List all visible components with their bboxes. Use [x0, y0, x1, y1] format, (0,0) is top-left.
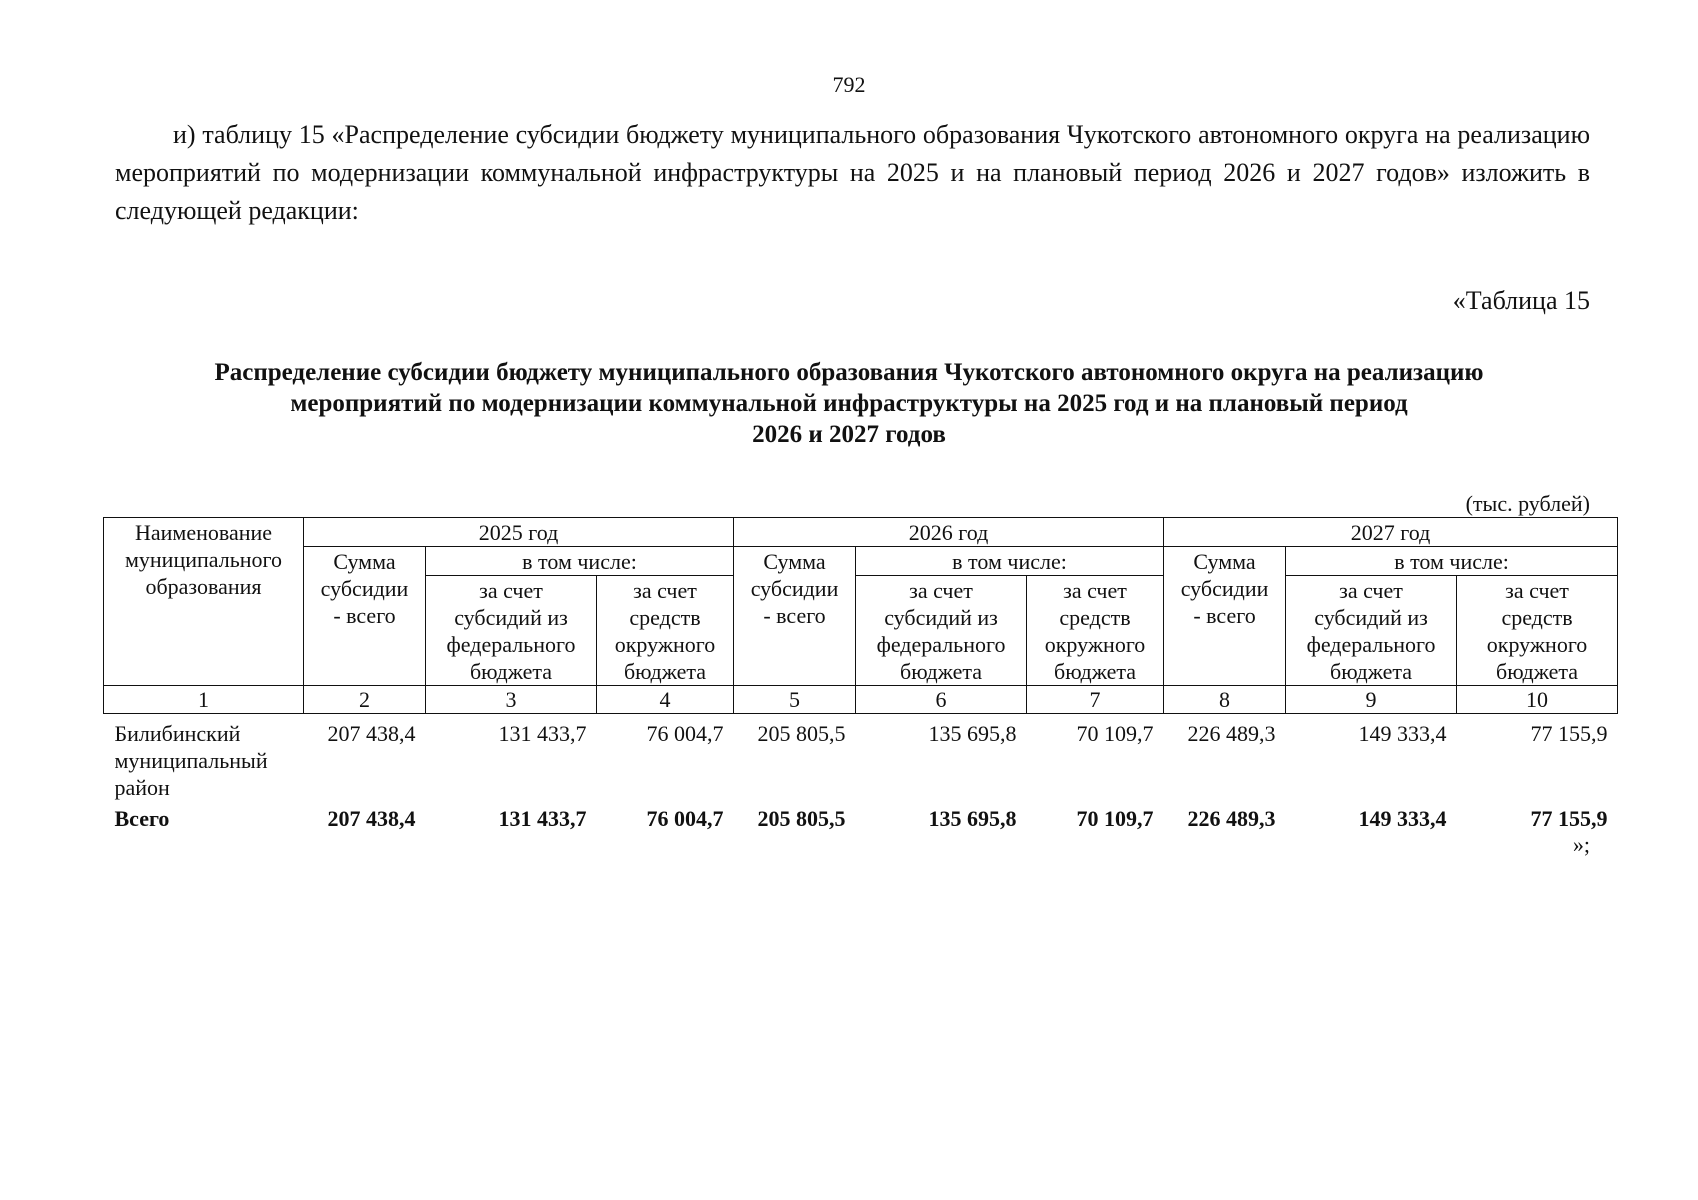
column-number: 8: [1164, 686, 1286, 714]
total-cell: 135 695,8: [928, 806, 1017, 831]
header-including: в том числе:: [1286, 547, 1618, 576]
column-number: 5: [734, 686, 856, 714]
table-row: [104, 714, 1618, 802]
header-including: в том числе:: [856, 547, 1164, 576]
column-number: 1: [104, 686, 304, 714]
header-sum-total: Сумма субсидии - всего: [1164, 547, 1286, 686]
units-label: (тыс. рублей): [1465, 491, 1590, 516]
table-cell: 205 805,5: [757, 721, 846, 746]
header-regional: за счет средств окружного бюджета: [1457, 576, 1618, 686]
table-cell: 226 489,3: [1187, 721, 1276, 746]
table-title-line: Распределение субсидии бюджету муниципального образования Чукотского автономного округа на реализацию: [214, 359, 1484, 386]
table-cell: 131 433,7: [498, 721, 587, 746]
header-year-2026: 2026 год: [734, 518, 1164, 547]
table-label: «Таблица 15: [1452, 286, 1590, 315]
closing-quote: »;: [1572, 832, 1590, 857]
total-cell: 207 438,4: [327, 806, 416, 831]
table-cell: 76 004,7: [646, 721, 724, 746]
total-cell: 205 805,5: [757, 806, 846, 831]
table-cell: 135 695,8: [928, 721, 1017, 746]
table-cell: 207 438,4: [327, 721, 416, 746]
column-number: 2: [304, 686, 426, 714]
column-number: 10: [1457, 686, 1618, 714]
header-year-2025: 2025 год: [304, 518, 734, 547]
table-title: [100, 357, 1598, 450]
header-federal: за счет субсидий из федерального бюджета: [856, 576, 1027, 686]
header-regional: за счет средств окружного бюджета: [597, 576, 734, 686]
header-row-sum: [104, 547, 1618, 576]
table-title-line: мероприятий по модернизации коммунальной инфраструктуры на 2025 год и на плановый период: [290, 390, 1408, 417]
total-label: Всего: [114, 806, 170, 831]
column-number: 3: [426, 686, 597, 714]
header-regional: за счет средств окружного бюджета: [1027, 576, 1164, 686]
header-federal: за счет субсидий из федерального бюджета: [426, 576, 597, 686]
table-cell: 77 155,9: [1530, 721, 1608, 746]
total-cell: 131 433,7: [498, 806, 587, 831]
column-number: 7: [1027, 686, 1164, 714]
row-municipality-name: Билибинский муниципальный район: [114, 721, 268, 800]
table-title-line: 2026 и 2027 годов: [752, 421, 946, 448]
header-federal: за счет субсидий из федерального бюджета: [1286, 576, 1457, 686]
table-cell: 70 109,7: [1076, 721, 1154, 746]
header-including: в том числе:: [426, 547, 734, 576]
total-cell: 149 333,4: [1358, 806, 1447, 831]
total-cell: 70 109,7: [1076, 806, 1154, 831]
total-cell: 226 489,3: [1187, 806, 1276, 831]
total-cell: 77 155,9: [1530, 806, 1608, 831]
header-name-column: Наименование муниципального образования: [104, 518, 304, 686]
column-number: 6: [856, 686, 1027, 714]
header-row-column-numbers: [104, 686, 1618, 714]
total-row: [104, 801, 1618, 832]
column-number: 9: [1286, 686, 1457, 714]
header-sum-total: Сумма субсидии - всего: [304, 547, 426, 686]
page-number: 792: [832, 72, 866, 97]
header-sum-total: Сумма субсидии - всего: [734, 547, 856, 686]
subsidy-table: [103, 517, 1618, 832]
header-row-years: [104, 518, 1618, 547]
header-year-2027: 2027 год: [1164, 518, 1618, 547]
total-cell: 76 004,7: [646, 806, 724, 831]
table-cell: 149 333,4: [1358, 721, 1447, 746]
intro-paragraph: и) таблицу 15 «Распределение субсидии бюджету муниципального образования Чукотского автономного округа на реализацию мероприятий по модернизации коммунальной инфраструктуры на 2025 и на плановый период 2026 и 2027 годов» изложить в следующей редакции:: [115, 120, 1590, 225]
column-number: 4: [597, 686, 734, 714]
